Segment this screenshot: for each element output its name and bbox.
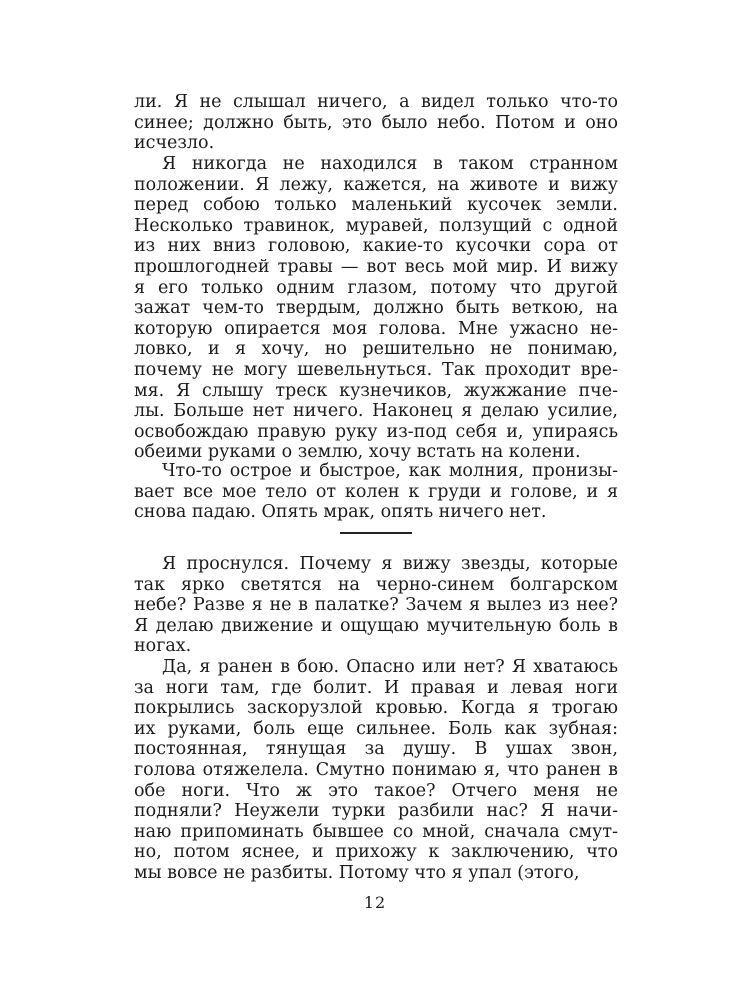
text-line: я его только одним глазом, потому что другой [134,277,618,298]
text-line: Я делаю движение и ощущаю мучительную боль в [134,615,618,636]
text-line: положении. Я лежу, кажется, на животе и вижу [134,174,618,195]
text-line: исчезло. [134,133,215,154]
text-line: лы. Больше нет ничего. Наконец я делаю усилие, [134,401,618,422]
text-line: обеими руками о землю, хочу встать на колени. [134,442,581,463]
text-line: снова падаю. Опять мрак, опять ничего нет. [134,502,547,523]
text-line: мя. Я слышу треск кузнечиков, жужжание пче- [134,380,618,401]
paragraph-2 [134,154,618,463]
text-line: Я никогда не находился в таком странном [162,154,618,174]
text-line: зажат чем-то твердым, должно быть веткою, на [134,298,618,319]
text-line: голова отяжелела. Смутно понимаю я, что ранен в [134,759,618,780]
text-line: наю припоминать бывшее со мной, сначала смут- [134,821,618,842]
text-line: но, потом яснее, и прихожу к заключению, что [134,842,618,863]
text-line: ли. Я не слышал ничего, а видел только что-то [134,92,618,112]
text-line: почему не могу шевельнуться. Так проходит вре- [134,359,618,380]
text-line: покрылись заскорузлой кровью. Когда я трогаю [134,698,618,719]
text-line: перед собою только маленький кусочек земли. [134,195,618,216]
paragraph-1 [134,92,618,154]
text-line: Да, я ранен в бою. Опасно или нет? Я хватаюсь [162,657,618,677]
text-line: синее; должно быть, это было небо. Потом и оно [134,112,618,133]
paragraph-4 [134,554,618,657]
text-line: за ноги там, где болит. И правая и левая ноги [134,677,618,698]
text-line: ногах. [134,636,192,657]
text-line: Я проснулся. Почему я вижу звезды, которые [162,554,618,574]
text-line: вает все мое тело от колен к груди и голове, и я [134,481,618,502]
text-line: ловко, и я хочу, но решительно не понимаю, [134,339,618,360]
text-line: из них вниз головою, какие-то кусочки сора от [134,236,618,257]
text-line: прошлогодней травы — вот весь мой мир. И вижу [134,256,618,277]
text-line: их руками, боль еще сильнее. Боль как зубная: [134,718,618,739]
text-line: которую опирается моя голова. Мне ужасно не- [134,318,618,339]
text-line: Что-то острое и быстрое, как молния, пронизы- [162,461,618,481]
text-line: Несколько травинок, муравей, ползущий с одной [134,215,618,236]
text-line: постоянная, тянущая за душу. В ушах звон, [134,739,618,760]
text-line: обе ноги. Что ж это такое? Отчего меня не [134,780,618,801]
section-divider [340,532,412,534]
text-line: мы вовсе не разбиты. Потому что я упал (этого, [134,862,580,883]
paragraph-5 [134,657,618,884]
page-number: 12 [363,893,387,912]
text-line: так ярко светятся на черно-синем болгарском [134,574,618,595]
text-line: подняли? Неужели турки разбили нас? Я начи- [134,801,618,822]
text-line: освобождаю правую руку из-под себя и, упираясь [134,421,618,442]
text-line: небе? Разве я не в палатке? Зачем я вылез из нее? [134,595,618,616]
paragraph-3 [134,461,618,523]
